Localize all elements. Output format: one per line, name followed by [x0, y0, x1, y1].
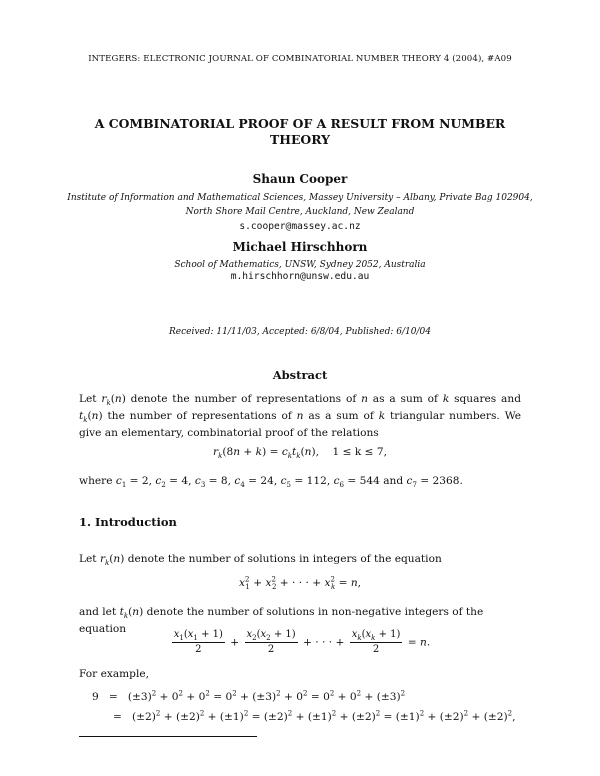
for-example-text: For example,	[79, 668, 149, 680]
author-name: Shaun Cooper	[252, 172, 348, 186]
author-affiliation: Institute of Information and Mathematical Sciences, Massey University – Albany, Private Bag 102904,	[67, 193, 533, 203]
intro-paragraph-2: and let $t_k(n)$ denote the number of solutions in non-negative integers of the equation	[79, 606, 484, 635]
abstract-equation: $r_k(8n + k) = c_kt_k(n)$, 1 ≤ k ≤ 7,	[213, 446, 387, 461]
intro-paragraph-1: Let $r_k(n)$ denote the number of solutions in integers of the equation	[79, 553, 442, 568]
example-line-1: $9 = (\pm 3)^2 + 0^2 + 0^2 = 0^2 + (\pm 3)^2 + 0^2 = 0^2 + 0^2 + (\pm 3)^2$	[92, 689, 406, 703]
publication-dates: Received: 11/11/03, Accepted: 6/8/04, Published: 6/10/04	[169, 327, 431, 337]
author-email[interactable]: m.hirschhorn@unsw.edu.au	[230, 271, 370, 282]
title-line-1: A COMBINATORIAL PROOF OF A RESULT FROM NUMBER	[94, 116, 506, 131]
author-affiliation: North Shore Mail Centre, Auckland, New Zealand	[185, 207, 415, 217]
running-header: INTEGERS: ELECTRONIC JOURNAL OF COMBINATORIAL NUMBER THEORY 4 (2004), #A09	[88, 54, 512, 64]
author-name: Michael Hirschhorn	[232, 240, 368, 254]
paper-title	[90, 116, 510, 148]
abstract-heading: Abstract	[272, 368, 328, 382]
author-affiliation: School of Mathematics, UNSW, Sydney 2052, Australia	[174, 260, 426, 270]
author-email[interactable]: s.cooper@massey.ac.nz	[239, 221, 361, 232]
sum-of-squares-equation: $x^2_1 + x^2_2$ + · · · + $x^2_k = n$,	[238, 575, 362, 592]
example-line-2: = $(\pm 2)^2 + (\pm 2)^2 + (\pm 1)^2 = (\pm 2)^2 + (\pm 1)^2 + (\pm 2)^2 = (\pm 1)^2 + (\pm 2)^2 + (\pm 2)^2$,	[113, 709, 516, 723]
abstract-constants: where $c_1 = 2$, $c_2 = 4$, $c_3 = 8$, $c_4 = 24$, $c_5 = 112$, $c_6 = 544$ and $c_7 = 2368$.	[79, 475, 463, 490]
abstract-paragraph: Let $r_k(n)$ denote the number of representations of n as a sum of k squares and $t_k(n)$ the number of representations of n as a sum of k triangular numbers. We give an elementary, combinatorial proof of the relations	[79, 393, 521, 439]
footnote-rule	[79, 736, 257, 737]
triangular-equation: $\frac{x_1(x_1 + 1)}{2}$ + $\frac{x_2(x_2 + 1)}{2}$ + · · · + $\frac{x_k(x_k + 1)}{2}$ = n.	[173, 629, 431, 655]
title-line-2: THEORY	[270, 132, 330, 147]
section-heading: 1. Introduction	[79, 515, 177, 529]
